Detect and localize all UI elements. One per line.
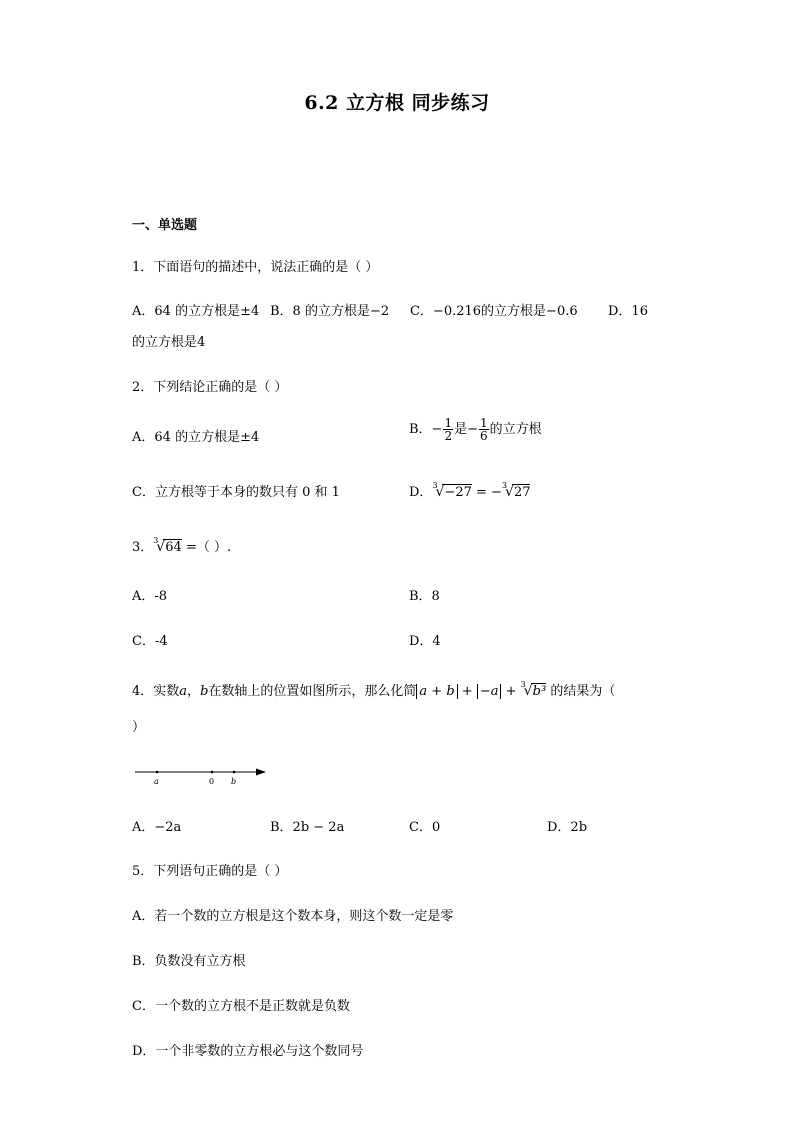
question-5-option-b: B．负数没有立方根 xyxy=(132,954,246,969)
fraction-one-sixth: $\frac{1}{6}$ xyxy=(480,416,488,443)
question-5-stem: 5．下列语句正确的是（ ） xyxy=(132,864,288,879)
point-zero xyxy=(211,771,214,774)
cube-root-minus-27: 3 √ −27 xyxy=(432,481,472,500)
question-5-option-d: D．一个非零数的立方根必与这个数同号 xyxy=(132,1044,364,1059)
question-4-stem: 4．实数a，b在数轴上的位置如图所示，那么化简 a + b + −a + 3 √ b³ 的结果为（ xyxy=(132,680,616,699)
question-3-option-a: A．-8 xyxy=(132,589,168,604)
question-4-option-b: B．2b − 2a xyxy=(270,820,345,835)
question-2-option-d: D． 3 √ −27 = − 3 √ 27 xyxy=(409,481,531,500)
number-line-figure xyxy=(132,762,272,788)
section-heading: 一、单选题 xyxy=(132,218,198,233)
question-1-option-a: A．64 的立方根是±4 xyxy=(132,304,260,319)
question-4-option-d: D．2b xyxy=(547,820,588,835)
question-1-option-d-cont: 的立方根是4 xyxy=(132,335,206,350)
question-1-option-b: B．8 的立方根是−2 xyxy=(270,304,390,319)
abs-minus-a: −a xyxy=(477,684,502,699)
question-3-stem: 3． 3 √ 64 =（ ）. xyxy=(132,536,232,555)
question-3-option-b: B．8 xyxy=(409,589,440,604)
cube-root-27: 3 √ 27 xyxy=(501,481,531,500)
abs-a-plus-b: a + b xyxy=(416,684,457,699)
question-2-option-c: C．立方根等于本身的数只有 0 和 1 xyxy=(132,485,340,500)
question-2-stem: 2．下列结论正确的是（ ） xyxy=(132,380,288,395)
question-2-option-b: B．− $\frac{1}{2}$ 是− $\frac{1}{6}$ 的立方根 xyxy=(409,416,542,443)
point-b xyxy=(233,771,236,774)
page-title: 6.2 立方根 同步练习 xyxy=(304,92,490,114)
axis-label-a: a xyxy=(154,777,159,786)
question-1-option-c: C．−0.216的立方根是−0.6 xyxy=(410,304,578,319)
question-3-option-d: D．4 xyxy=(409,634,441,649)
number-line-arrow xyxy=(256,769,266,776)
question-4-option-c: C．0 xyxy=(409,820,441,835)
cube-root-64: 3 √ 64 xyxy=(153,536,182,555)
question-4-stem-cont: ） xyxy=(132,720,146,735)
axis-label-zero: 0 xyxy=(209,777,215,786)
question-1-stem: 1．下面语句的描述中，说法正确的是（ ） xyxy=(132,260,379,275)
question-3-option-c: C．-4 xyxy=(132,634,168,649)
fraction-one-half: $\frac{1}{2}$ xyxy=(444,416,453,443)
question-4-option-a: A．−2a xyxy=(132,820,182,835)
question-5-option-a: A．若一个数的立方根是这个数本身，则这个数一定是零 xyxy=(132,909,454,924)
question-1-option-d: D．16 xyxy=(608,304,648,319)
axis-label-b: b xyxy=(231,777,237,786)
point-a xyxy=(156,771,159,774)
question-2-option-a: A．64 的立方根是±4 xyxy=(132,430,260,445)
question-5-option-c: C．一个数的立方根不是正数就是负数 xyxy=(132,999,350,1014)
cube-root-b-cubed: 3 √ b³ xyxy=(520,680,547,699)
